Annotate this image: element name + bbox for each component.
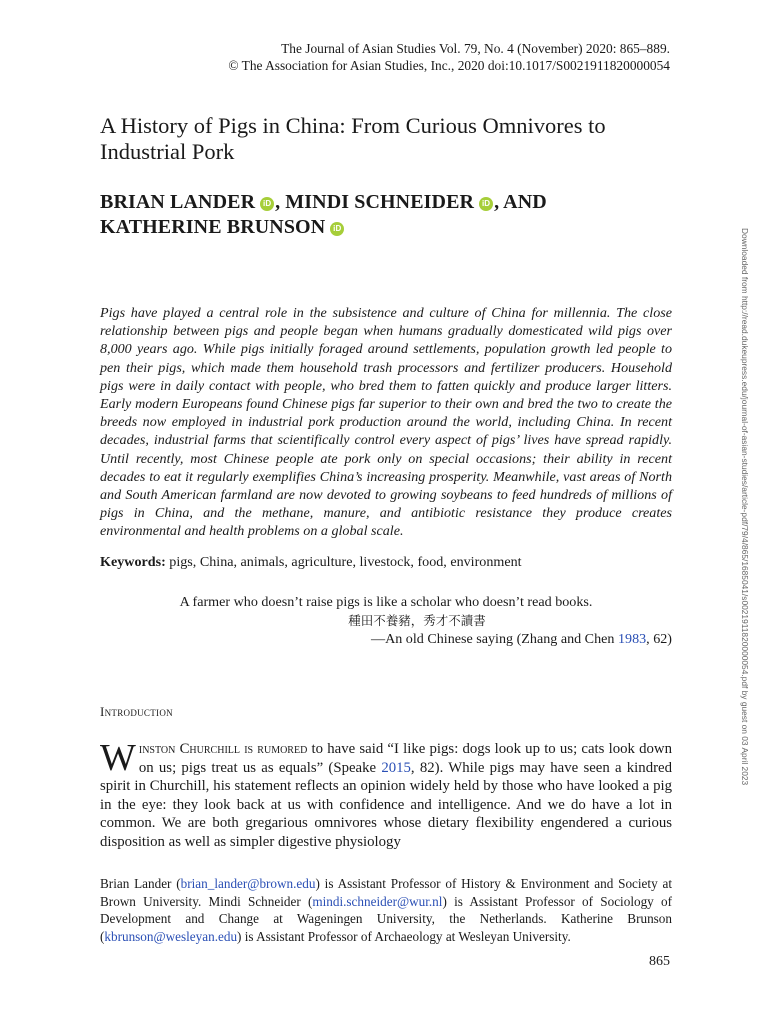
download-side-note: [738, 228, 752, 798]
download-notice: Downloaded from http://read.dukeupress.edu/journal-of-asian-studies/article-pdf/79/4/865/1685041/s0021911820000054.pdf by guest on 03 April 2023: [740, 228, 750, 786]
author-name: KATHERINE BRUNSON: [100, 216, 326, 238]
body-paragraph: [100, 737, 672, 852]
copyright-doi: © The Association for Asian Studies, Inc., 2020 doi:10.1017/S0021911820000054: [228, 58, 670, 73]
journal-header: [228, 40, 670, 74]
author-separator: , AND: [494, 191, 547, 213]
abstract: Pigs have played a central role in the subsistence and culture of China for millennia. The close relationship between pigs and people began when humans gradually domesticated wild pigs over 8,000 years ago. While pigs initially foraged around settlements, population growth led people to pen their pigs, which made them household trash processors and fertilizer producers. Household pigs were in daily contact with people, who bred them to fatten quickly and produce larger litters. Early modern Europeans found Chinese pigs far superior to their own and bred the two to create the breeds now employed in industrial pork production around the world, including China. In recent decades, industrial farms that scientifically control every aspect of pigs’ lives have spread rapidly. Until recently, most Chinese people ate pork only on special occasions; their ability in recent decades to eat it regularly exemplifies China’s increasing prosperity. Meanwhile, vast areas of North and South American farmland are now devoted to growing soybeans to feed hundreds of millions of pigs in China, and the methane, manure, and antibiotic resistance they produce creates environmental and health problems on a global scale.: [100, 305, 672, 540]
author-name: BRIAN LANDER: [100, 191, 256, 213]
footnote-text: ) is Assistant Professor of Sociology of Development and Change at Wageningen University, the Netherlands. Katherine Brunson (: [100, 893, 672, 944]
orcid-icon[interactable]: iD: [260, 197, 274, 211]
body-text: to have said “I like pigs: dogs look up to us; cats look down on us; pigs treat us as equals” (Speake: [138, 741, 672, 776]
keywords: [100, 553, 672, 571]
footnote-text: ) is Assistant Professor of History & Environment and Society at Brown University. Mindi Schneider (: [100, 876, 673, 909]
citation-link[interactable]: 1983: [617, 631, 647, 647]
footnote-text: Brian Lander (: [100, 876, 181, 891]
body-text: , 82). While pigs may have seen a kindred spirit in Churchill, his statement reflects an opinion widely held by those who have looked a pig in the eye: they look back at us with confidence and intelligence. And we do have a lot in common. We are both gregarious omnivores whose dietary flexibility engendered a curious disposition as well as simpler digestive physiology: [100, 759, 672, 850]
footnote-text: ) is Assistant Professor of Archaeology at Wesleyan University.: [237, 928, 571, 944]
citation-link[interactable]: 2015: [381, 759, 411, 776]
section-heading: Introduction: [100, 704, 173, 719]
author-name: , MINDI SCHNEIDER: [275, 191, 475, 213]
email-link[interactable]: mindi.schneider@wur.nl: [312, 893, 443, 909]
epigraph: [100, 593, 672, 649]
author-list: [100, 190, 680, 240]
orcid-icon[interactable]: iD: [330, 222, 344, 236]
attribution-text: —An old Chinese saying (Zhang and Chen: [370, 631, 618, 647]
author-footnote: [100, 875, 672, 945]
page-number: 865: [649, 954, 670, 969]
attribution-page: , 62): [646, 631, 672, 647]
lead-in: inston Churchill is rumored: [138, 741, 308, 757]
drop-cap: W: [100, 737, 136, 779]
email-link[interactable]: kbrunson@wesleyan.edu: [104, 928, 238, 944]
email-link[interactable]: brian_lander@brown.edu: [180, 876, 316, 891]
keywords-list: pigs, China, animals, agriculture, livestock, food, environment: [169, 554, 522, 570]
epigraph-attribution: [100, 630, 672, 649]
article-title: A History of Pigs in China: From Curious Omnivores to Industrial Pork: [100, 113, 606, 164]
journal-citation: The Journal of Asian Studies Vol. 79, No. 4 (November) 2020: 865–889.: [281, 41, 670, 56]
epigraph-english: A farmer who doesn’t raise pigs is like a scholar who doesn’t read books.: [179, 594, 593, 610]
epigraph-chinese: 種田不養豬，秀才不讀書: [348, 612, 486, 628]
orcid-icon[interactable]: iD: [479, 197, 493, 211]
keywords-label: Keywords:: [100, 554, 166, 570]
